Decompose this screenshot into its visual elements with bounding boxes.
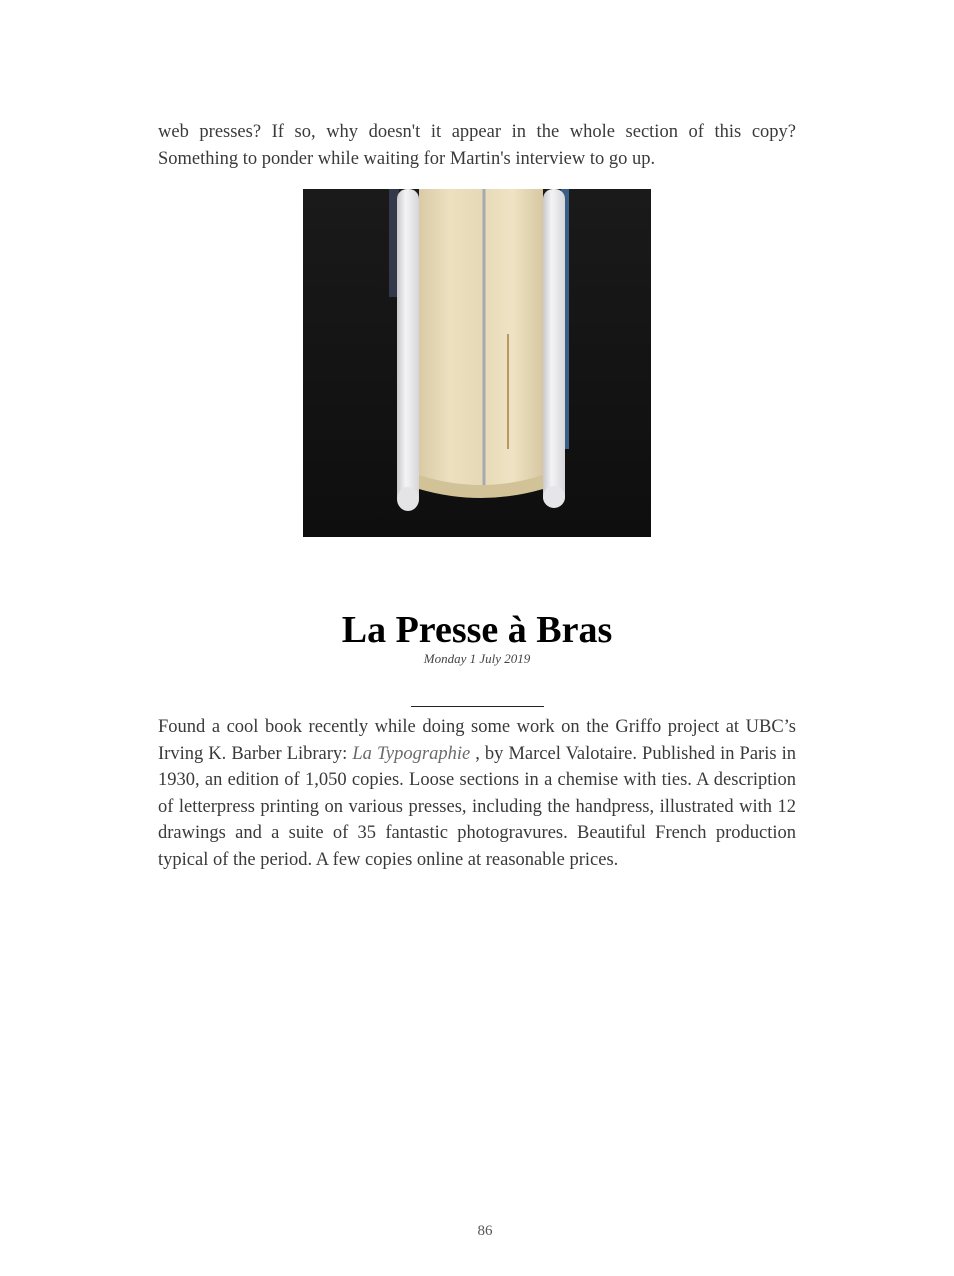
- intro-paragraph: web presses? If so, why doesn't it appear in the whole section of this copy? Something to ponder while waiting for Martin's interview to go up.: [158, 122, 796, 169]
- book-edge-photo: [303, 189, 651, 537]
- post-body-after: , by Marcel Valotaire. Published in Paris in 1930, an edition of 1,050 copies. Loose sections in a chemise with ties. A description of letterpress printing on various presses, including the handpress, illustrated with 12 drawings and a suite of 35 fantastic photogravures. Beautiful French production typical of the period. A few copies online at reasonable prices.: [158, 743, 796, 870]
- right-cover-end: [543, 486, 565, 508]
- post-title: La Presse à Bras: [341, 609, 613, 651]
- page-number: 86: [477, 1223, 493, 1239]
- right-cover: [543, 189, 565, 507]
- title-divider: [411, 706, 544, 707]
- page-block: [419, 189, 543, 485]
- post-body-before: Found a cool book recently while doing some work on the Griffo project at UBC’s Irving K. Barber Library:: [158, 717, 796, 764]
- left-cover: [397, 189, 419, 507]
- post-date: Monday 1 July 2019: [423, 651, 531, 666]
- post-body: [158, 714, 796, 874]
- book-title-link[interactable]: La Typographie: [352, 743, 471, 764]
- left-cover-end: [397, 487, 419, 511]
